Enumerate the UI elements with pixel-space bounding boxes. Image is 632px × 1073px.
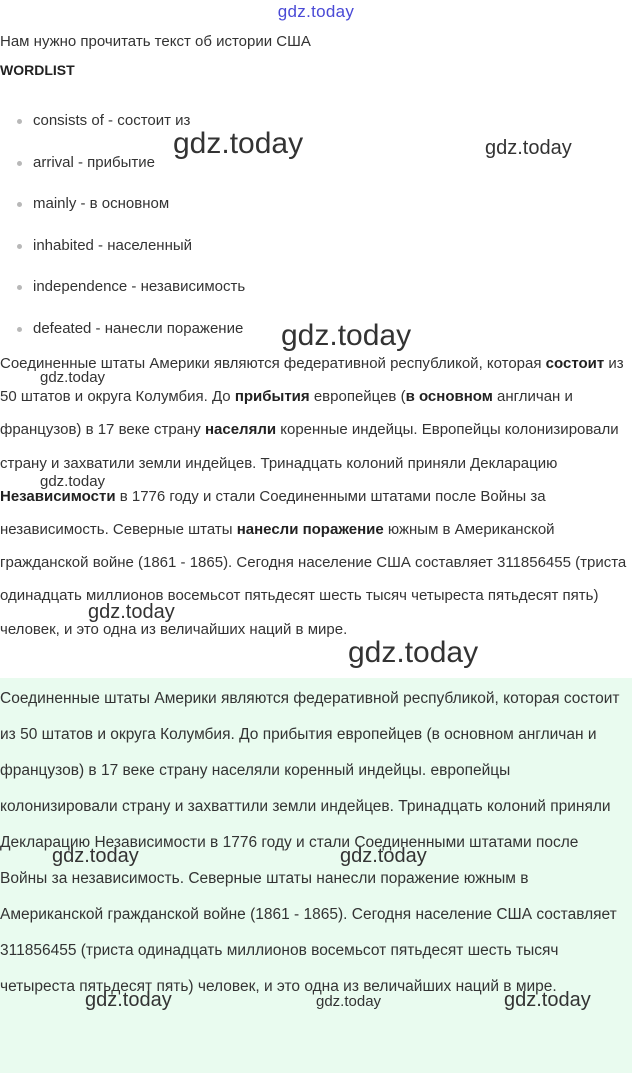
watermark: gdz.today bbox=[40, 473, 106, 490]
watermark: gdz.today bbox=[316, 993, 382, 1010]
list-item bbox=[0, 112, 245, 154]
watermark: gdz.today bbox=[88, 601, 175, 623]
watermark: gdz.today bbox=[348, 636, 479, 669]
watermark: gdz.today bbox=[40, 369, 106, 386]
translation-paragraph bbox=[0, 347, 630, 646]
bullet-icon bbox=[17, 244, 22, 249]
highlighted-word: нанесли поражение bbox=[236, 521, 384, 539]
translation-text: из 50 штатов и округа Колумбия. До bbox=[0, 355, 624, 406]
highlighted-word: населяли bbox=[204, 421, 277, 439]
wordlist-item-text: inhabited - населенный bbox=[33, 236, 193, 254]
wordlist-item-text: consists of - состоит из bbox=[33, 112, 191, 129]
watermark: gdz.today bbox=[485, 137, 572, 159]
translation-text: южным в Американской гражданской войне (1861 - 1865). Сегодня население США составляет 311856455 (триста одинадцать миллионов восемьсот пятьдесят шесть тысяч четыреста пятьдесят пять) человек, и это одна из величайших наций в мире. bbox=[0, 521, 627, 638]
list-item bbox=[0, 195, 245, 237]
wordlist-heading: WORDLIST bbox=[0, 62, 75, 78]
highlighted-word: состоит bbox=[545, 355, 605, 372]
highlighted-word: прибытия bbox=[234, 388, 310, 406]
site-logo[interactable]: gdz.today bbox=[277, 2, 355, 21]
watermark: gdz.today bbox=[173, 127, 304, 160]
intro-text: Нам нужно прочитать текст об истории США bbox=[0, 33, 311, 50]
list-item bbox=[0, 237, 245, 279]
wordlist-item-text: mainly - в основном bbox=[33, 195, 170, 213]
answer-block bbox=[0, 678, 632, 1073]
highlighted-word: в основном bbox=[405, 388, 493, 406]
wordlist-item-text: defeated - нанесли поражение bbox=[33, 319, 244, 337]
wordlist-item-text: arrival - прибытие bbox=[33, 153, 155, 171]
list-item bbox=[0, 278, 245, 320]
translation-text: европейцев ( bbox=[309, 388, 406, 406]
translation-text: Соединенные штаты Америки являются федеративной республикой, которая bbox=[0, 355, 546, 372]
wordlist bbox=[0, 112, 245, 362]
watermark: gdz.today bbox=[85, 989, 172, 1011]
translation-text: коренные индейцы. Европейцы колонизировали страну и захватили земли индейцев. Тринадцать колоний приняли Декларацию bbox=[0, 421, 619, 472]
translation-text: англичан и французов) в 17 веке страну bbox=[0, 388, 573, 439]
bullet-icon bbox=[17, 161, 22, 166]
watermark: gdz.today bbox=[281, 319, 412, 352]
watermark: gdz.today bbox=[340, 845, 427, 867]
highlighted-word: Независимости bbox=[0, 487, 116, 505]
wordlist-item-text: independence - независимость bbox=[33, 278, 246, 296]
watermark: gdz.today bbox=[52, 845, 139, 867]
bullet-icon bbox=[17, 202, 22, 207]
watermark: gdz.today bbox=[504, 989, 591, 1011]
bullet-icon bbox=[17, 119, 22, 124]
translation-text: в 1776 году и стали Соединенными штатами после Войны за независимость. Северные штаты bbox=[0, 487, 546, 539]
list-item bbox=[0, 154, 245, 196]
bullet-icon bbox=[17, 327, 22, 332]
bullet-icon bbox=[17, 285, 22, 290]
answer-text: Соединенные штаты Америки являются федеративной республикой, которая состоит из 50 штатов и округа Колумбия. До прибытия европейцев (в основном англичан и французов) в 17 веке страну населяли коренный индейцы. европейцы колонизировали страну и захваттили земли индейцев. Тринадцать колоний приняли Декларацию Независимости в 1776 году и стали Соединенными штатами после Войны за независимость. Северные штаты нанесли поражение южным в Американской гражданской войне (1861 - 1865). Сегодня население США составляет 311856455 (триста одинадцать миллионов восемьсот пятьдесят шесть тысяч четыреста пятьдесят пять) человек, и это одна из величайших наций в мире. bbox=[0, 690, 620, 995]
